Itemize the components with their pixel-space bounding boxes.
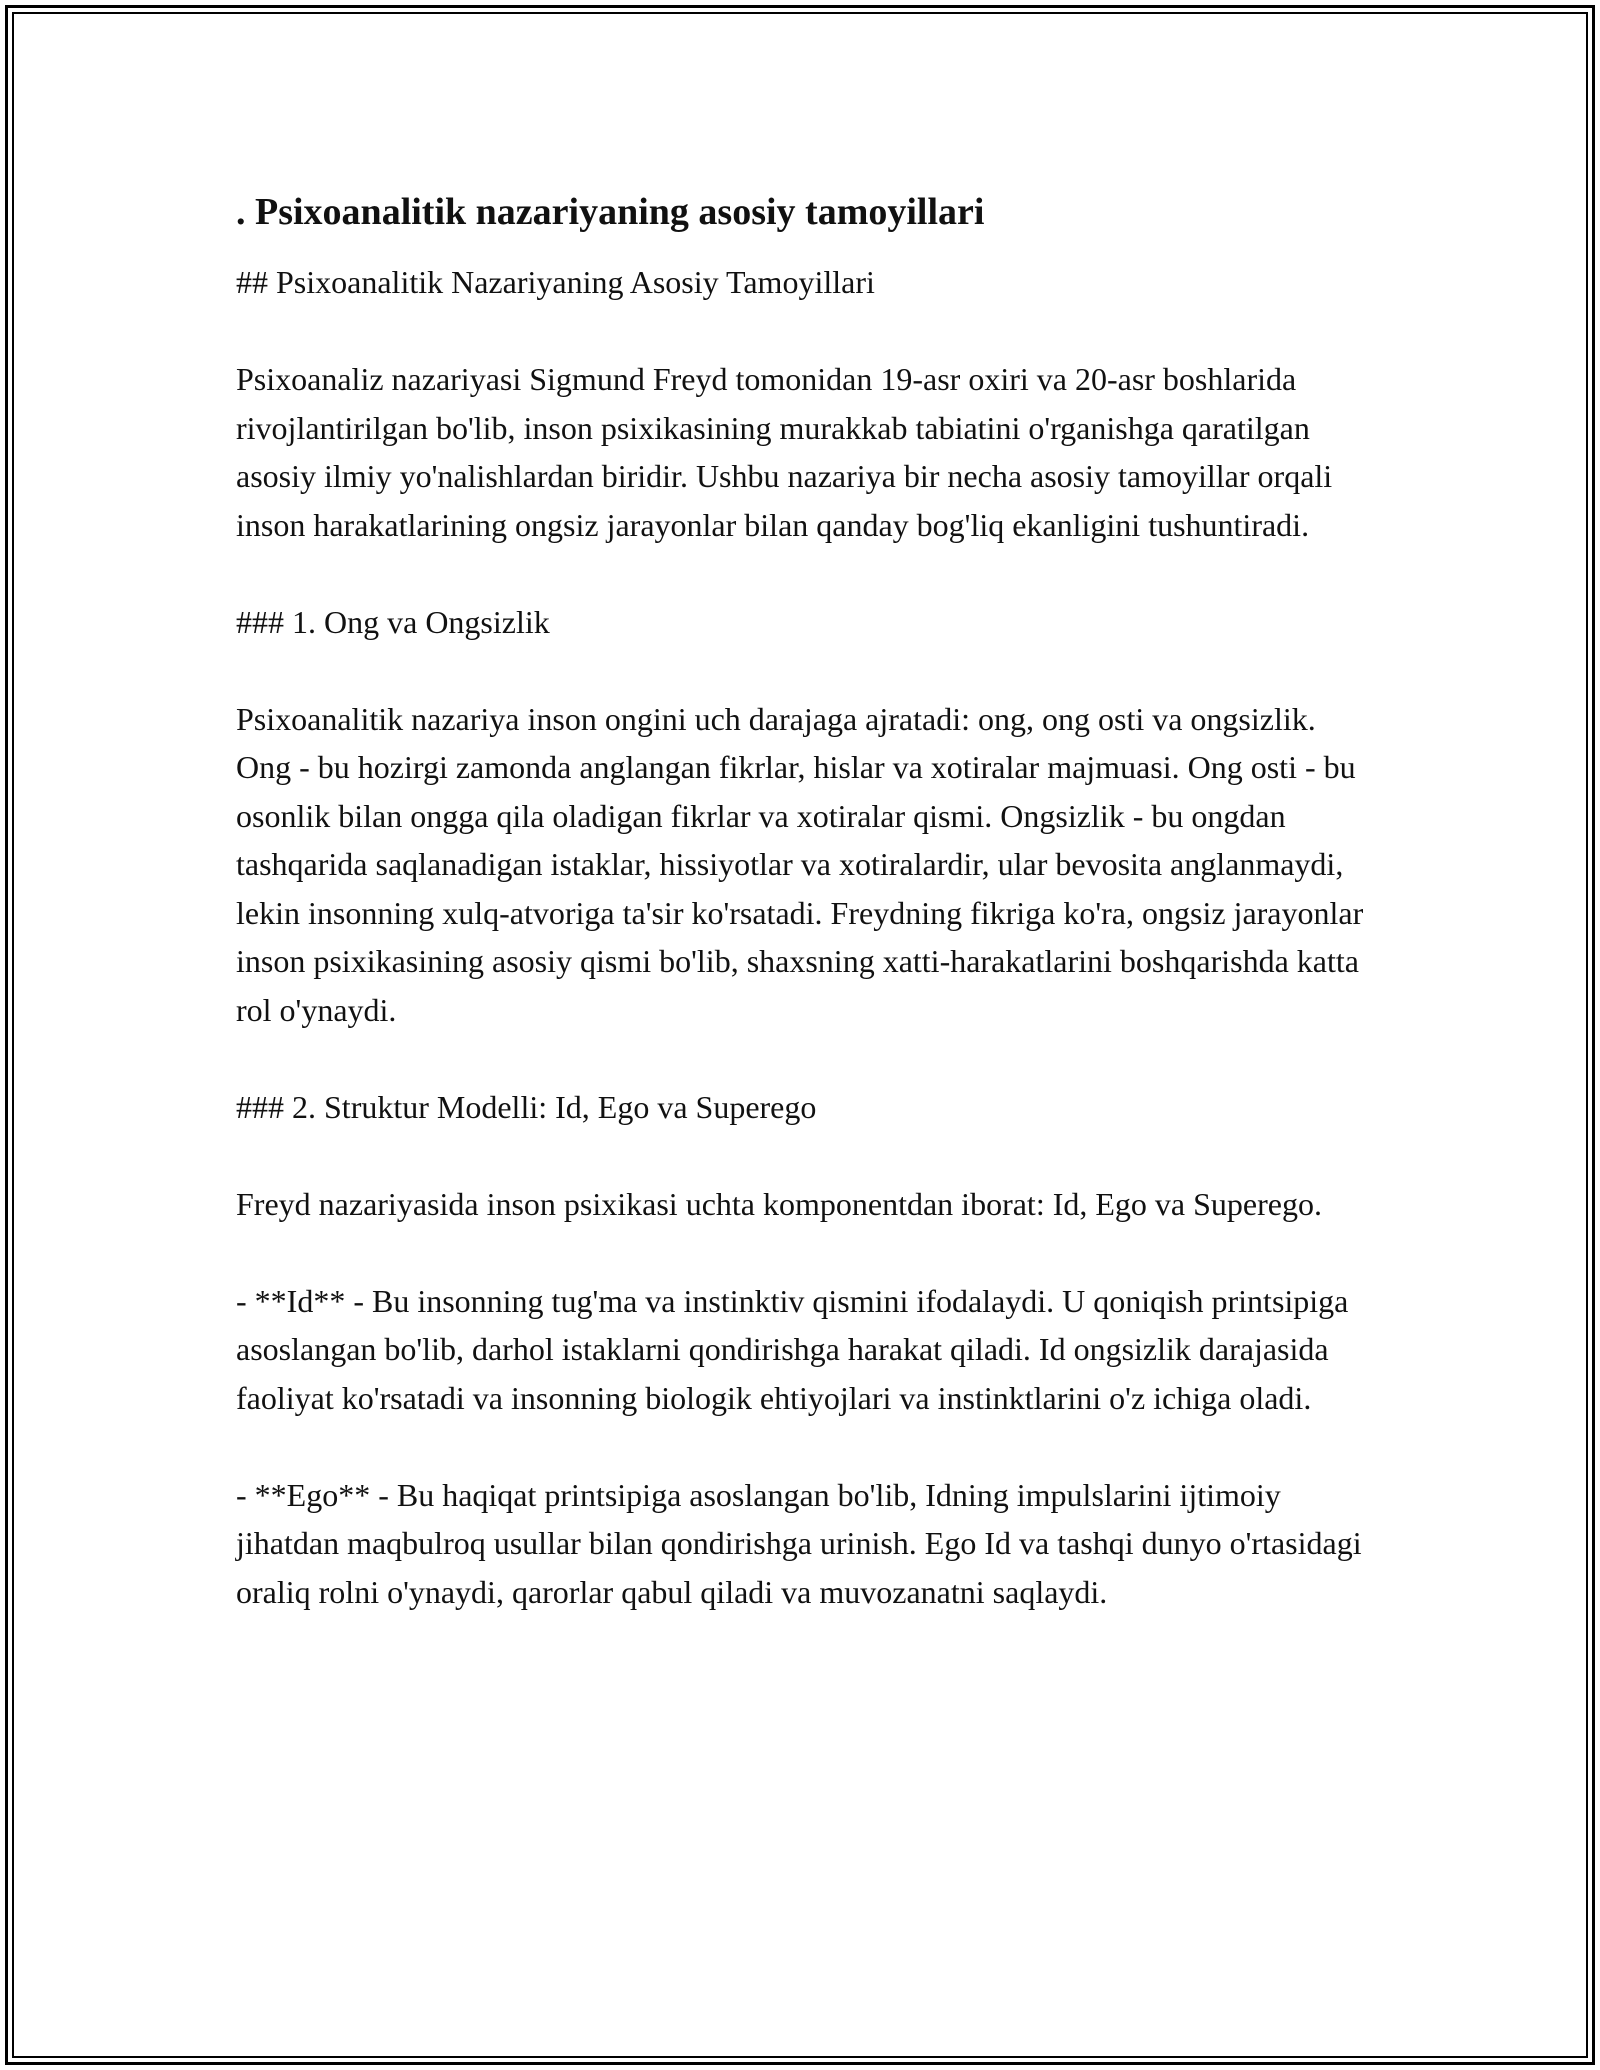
- section-heading-ong-va-ongsizlik: ### 1. Ong va Ongsizlik: [236, 603, 550, 640]
- document-title: . Psixoanalitik nazariyaning asosiy tamoyillari: [236, 191, 985, 233]
- section-heading-struktur-modelli: ### 2. Struktur Modelli: Id, Ego va Superego: [236, 1088, 817, 1125]
- document-body: [236, 186, 1376, 1616]
- list-item-id: - **Id** - Bu insonning tug'ma va instinktiv qismini ifodalaydi. U qoniqish printsipiga asoslangan bo'lib, darhol istaklarni qondirishga harakat qiladi. Id ongsizlik darajasida faoliyat ko'rsatadi va insonning biologik ehtiyojlari va instinktlarini o'z ichiga oladi.: [236, 1282, 1349, 1416]
- section-heading-main: ## Psixoanalitik Nazariyaning Asosiy Tamoyillari: [236, 264, 875, 300]
- paragraph-struktur-modelli: Freyd nazariyasida inson psixikasi uchta komponentdan iborat: Id, Ego va Superego.: [236, 1185, 1322, 1222]
- list-item-ego: - **Ego** - Bu haqiqat printsipiga asoslangan bo'lib, Idning impulslarini ijtimoiy jihatdan maqbulroq usullar bilan qondirishga urinish. Ego Id va tashqi dunyo o'rtasidagi oraliq rolni o'ynaydi, qarorlar qabul qiladi va muvozanatni saqlaydi.: [236, 1476, 1362, 1610]
- paragraph-ong-va-ongsizlik: Psixoanalitik nazariya inson ongini uch darajaga ajratadi: ong, ong osti va ongsizlik. Ong - bu hozirgi zamonda anglangan fikrlar, hislar va xotiralar majmuasi. Ong osti - bu osonlik bilan ongga qila oladigan fikrlar va xotiralar qismi. Ongsizlik - bu ongdan tashqarida saqlanadigan istaklar, hissiyotlar va xotiralardir, ular bevosita anglanmaydi, lekin insonning xulq-atvoriga ta'sir ko'rsatadi. Freydning fikriga ko'ra, ongsiz jarayonlar inson psixikasining asosiy qismi bo'lib, shaxsning xatti-harakatlarini boshqarishda katta rol o'ynaydi.: [236, 700, 1364, 1028]
- intro-paragraph: Psixoanaliz nazariyasi Sigmund Freyd tomonidan 19-asr oxiri va 20-asr boshlarida rivojlantirilgan bo'lib, inson psixikasining murakkab tabiatini o'rganishga qaratilgan asosiy ilmiy yo'nalishlardan biridir. Ushbu nazariya bir necha asosiy tamoyillar orqali inson harakatlarining ongsiz jarayonlar bilan qanday bog'liq ekanligini tushuntiradi.: [236, 361, 1333, 543]
